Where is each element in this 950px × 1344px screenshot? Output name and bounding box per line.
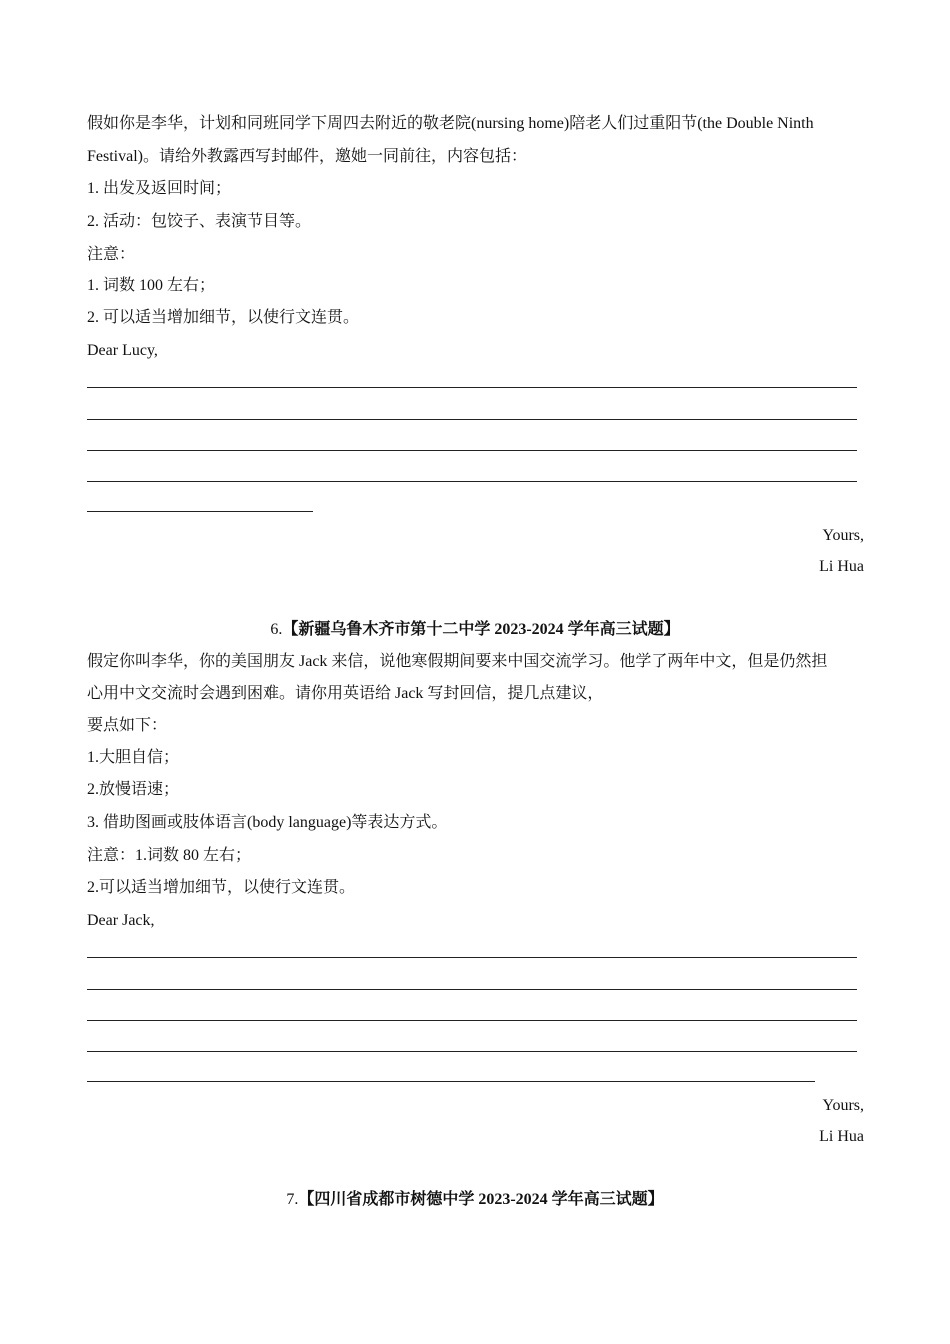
prompt-line: 3. 借助图画或肢体语言(body language)等表达方式。: [87, 814, 448, 831]
salutation: Dear Jack,: [87, 912, 155, 929]
answer-blank-line: [87, 419, 857, 420]
answer-blank-line: [87, 957, 857, 958]
answer-blank-line: [87, 1020, 857, 1021]
answer-blank-line: [87, 511, 313, 512]
answer-blank-line: [87, 1081, 815, 1082]
prompt-line: 要点如下：: [87, 717, 168, 734]
prompt-line: 2.放慢语速；: [87, 781, 180, 798]
question-number: 6.: [270, 621, 283, 638]
prompt-line: 2. 可以适当增加细节，以使行文连贯。: [87, 309, 360, 326]
question-number: 7.: [286, 1191, 299, 1208]
prompt-line: 注意：1.词数 80 左右；: [87, 847, 252, 864]
answer-blank-line: [87, 989, 857, 990]
prompt-line: 心用中文交流时会遇到困难。请你用英语给 Jack 写封回信，提几点建议，: [87, 685, 604, 702]
closing: Yours,: [822, 527, 864, 544]
salutation: Dear Lucy,: [87, 342, 158, 359]
question-source: 【新疆乌鲁木齐市第十二中学 2023-2024 学年高三试题】: [282, 621, 680, 638]
question-heading: [0, 1190, 950, 1210]
prompt-line: Festival)。请给外教露西写封邮件，邀她一同前往，内容包括：: [87, 148, 527, 165]
answer-blank-line: [87, 387, 857, 388]
prompt-line: 假定你叫李华，你的美国朋友 Jack 来信，说他寒假期间要来中国交流学习。他学了两年中文，但是仍然担: [87, 653, 828, 670]
prompt-line: 1.大胆自信；: [87, 749, 180, 766]
answer-blank-line: [87, 450, 857, 451]
question-source: 【四川省成都市树德中学 2023-2024 学年高三试题】: [298, 1191, 664, 1208]
signature: Li Hua: [819, 1128, 864, 1145]
prompt-line: 2. 活动：包饺子、表演节目等。: [87, 213, 312, 230]
answer-blank-line: [87, 481, 857, 482]
prompt-line: 假如你是李华，计划和同班同学下周四去附近的敬老院(nursing home)陪老人们过重阳节(the Double Ninth: [87, 115, 814, 132]
closing: Yours,: [822, 1097, 864, 1114]
answer-blank-line: [87, 1051, 857, 1052]
prompt-line: 2.可以适当增加细节，以使行文连贯。: [87, 879, 356, 896]
prompt-line: 1. 出发及返回时间；: [87, 180, 232, 197]
prompt-line: 1. 词数 100 左右；: [87, 277, 216, 294]
prompt-line: 注意：: [87, 246, 136, 263]
signature: Li Hua: [819, 558, 864, 575]
question-heading: [0, 620, 950, 640]
